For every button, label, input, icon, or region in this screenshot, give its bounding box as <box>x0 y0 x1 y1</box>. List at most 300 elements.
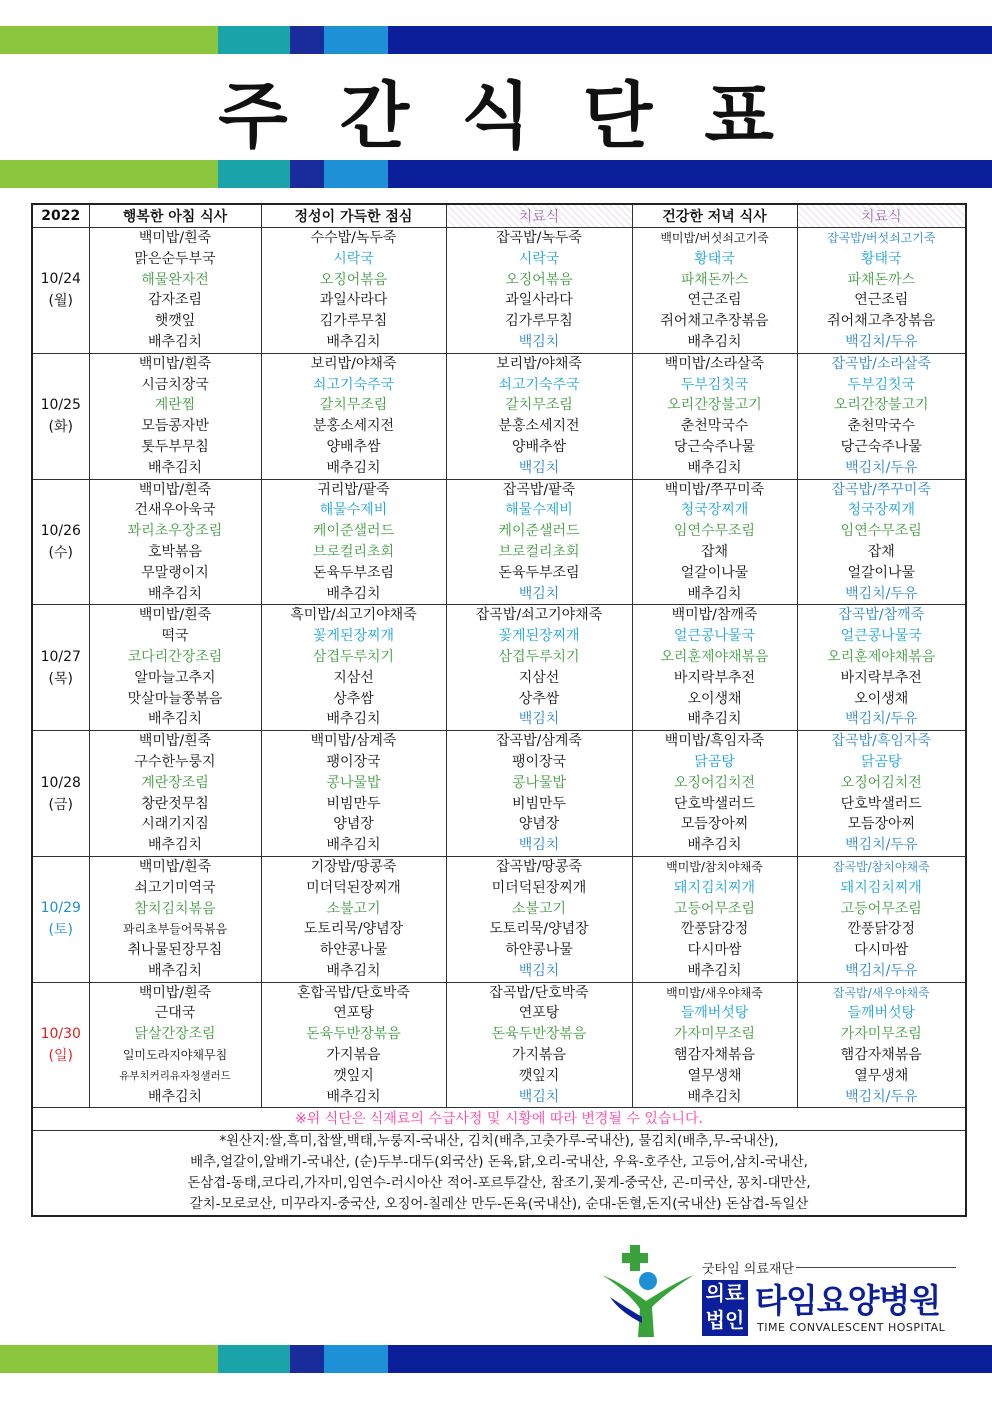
date-cell <box>32 731 89 857</box>
menu-item: 잡곡밥/흑임자죽 <box>831 733 931 750</box>
menu-item: 잡곡밥/팥죽 <box>502 481 576 498</box>
menu-item: 가자미무조림 <box>673 1026 756 1043</box>
menu-item: 꽃게된장찌개 <box>312 628 395 645</box>
menu-item: 바지락부추전 <box>673 669 756 686</box>
menu-item: 파채돈까스 <box>847 271 916 288</box>
date-label: 10/30 <box>40 1026 81 1043</box>
menu-item: 돼지김치찌개 <box>673 879 756 896</box>
meal-cell <box>632 605 797 731</box>
date-label: 10/29 <box>40 900 81 917</box>
menu-item: 백김치/두유 <box>845 333 918 350</box>
block-line: 법인 <box>705 1308 745 1332</box>
menu-change-notice: ※위 식단은 식재료의 수급사정 및 시황에 따라 변경될 수 있습니다. <box>32 1108 966 1131</box>
meal-cell <box>797 353 966 479</box>
menu-item: 도토리묵/양념장 <box>303 921 404 938</box>
menu-item: 백김치 <box>518 585 560 602</box>
menu-item: 귀리밥/팥죽 <box>317 481 390 498</box>
menu-item: 유부치커리유자청샐러드 <box>119 1069 231 1082</box>
menu-item: 배추김치 <box>326 837 381 854</box>
menu-item: 백미밥/흰죽 <box>138 984 212 1001</box>
menu-item: 삼겹두루치기 <box>312 648 395 665</box>
header-lunch: 정성이 가득한 점심 <box>261 204 446 228</box>
meal-cell <box>446 228 632 354</box>
date-cell <box>32 605 89 731</box>
menu-item: 소불고기 <box>326 900 381 917</box>
date-cell <box>32 856 89 982</box>
menu-item: 황태국 <box>860 250 902 267</box>
menu-item: 임연수무조림 <box>840 523 922 540</box>
menu-item: 흑미밥/쇠고기야채죽 <box>290 607 417 624</box>
menu-item: 콩나물밥 <box>326 774 381 791</box>
menu-item: 백김치 <box>518 1088 560 1105</box>
meal-cell <box>261 731 446 857</box>
logo-divider <box>796 1267 956 1268</box>
menu-item: 깻잎지 <box>518 1067 560 1084</box>
menu-item: 오리훈제야채볶음 <box>827 648 936 665</box>
menu-item: 춘천막국수 <box>847 418 916 435</box>
meal-cell <box>446 605 632 731</box>
menu-item: 백김치/두유 <box>845 1088 918 1105</box>
menu-item: 당근숙주나물 <box>673 438 756 455</box>
origin-line: 갈치-모로코산, 미꾸라지-중국산, 오징어-칠레산 만두-돈육(국내산), 순대-돈혈,돈지(국내산) 돈삼겹-독일산 <box>189 1197 809 1213</box>
meal-cell <box>89 353 261 479</box>
menu-item: 햄감자채볶음 <box>840 1047 922 1064</box>
menu-item: 당근숙주나물 <box>840 438 922 455</box>
menu-item: 가자미무조림 <box>840 1026 922 1043</box>
menu-item: 열무생채 <box>687 1067 742 1084</box>
meal-cell <box>632 856 797 982</box>
meal-cell <box>89 479 261 605</box>
menu-item: 잡곡밥/삼계죽 <box>496 733 582 750</box>
date-label: 10/24 <box>40 271 81 288</box>
menu-item: 일미도라지야채무침 <box>122 1048 228 1063</box>
menu-item: 파채돈까스 <box>680 271 749 288</box>
menu-item: 분홍소세지전 <box>498 418 580 435</box>
date-cell <box>32 353 89 479</box>
menu-item: 감자조림 <box>147 292 203 309</box>
menu-item: 오리간장불고기 <box>833 397 929 414</box>
menu-item: 시락국 <box>518 250 560 267</box>
meal-cell <box>261 982 446 1108</box>
menu-item: 해물완자전 <box>141 271 209 288</box>
meal-cell <box>89 731 261 857</box>
menu-item: 지삼선 <box>333 669 374 686</box>
origin-line: *원산지:쌀,흑미,찹쌀,백태,누룽지-국내산, 김치(배추,고춧가루-국내산), 물김치(배추,무-국내산), <box>219 1134 779 1150</box>
menu-item: 건새우아욱국 <box>134 502 216 519</box>
weekly-menu-table <box>31 203 967 1217</box>
date-cell <box>32 982 89 1108</box>
menu-item: 배추김치 <box>687 333 742 350</box>
menu-item: 얼갈이나물 <box>680 564 749 581</box>
menu-item: 꽃게된장찌개 <box>498 628 580 645</box>
menu-item: 삼겹두루치기 <box>498 648 580 665</box>
menu-item: 취나물된장무침 <box>127 942 223 959</box>
menu-item: 백김치 <box>518 333 560 350</box>
menu-item: 맛살마늘쫑볶음 <box>127 690 223 707</box>
menu-item: 떡국 <box>161 628 189 645</box>
menu-item: 연근조림 <box>687 292 742 309</box>
menu-item: 잡곡밥/단호박죽 <box>489 984 589 1001</box>
menu-item: 배추김치 <box>147 459 203 476</box>
meal-cell <box>797 856 966 982</box>
menu-item: 케이준샐러드 <box>498 523 580 540</box>
menu-item: 백김치/두유 <box>845 711 918 728</box>
menu-item: 오징어볶음 <box>505 271 573 288</box>
day-row <box>32 479 966 605</box>
meal-cell <box>89 228 261 354</box>
menu-item: 하얀콩나물 <box>319 942 388 959</box>
meal-cell <box>797 228 966 354</box>
meal-cell <box>632 228 797 354</box>
menu-item: 지삼선 <box>518 669 560 686</box>
menu-item: 잡곡밥/버섯쇠고기죽 <box>827 231 936 245</box>
menu-item: 갈치무조림 <box>505 397 573 414</box>
hospital-logo <box>598 1245 958 1340</box>
meal-cell <box>89 856 261 982</box>
menu-item: 배추김치 <box>687 962 742 979</box>
menu-item: 닭살간장조림 <box>134 1026 216 1043</box>
menu-item: 수수밥/녹두죽 <box>310 230 397 246</box>
menu-item: 잡곡밥/쭈꾸미죽 <box>831 481 931 498</box>
menu-item: 연근조림 <box>854 292 909 309</box>
origin-line: 배추,얼갈이,알배기-국내산, (순)두부-대두(외국산) 돈육,닭,오리-국내산, 우육-호주산, 고등어,삼치-국내산, <box>190 1155 808 1171</box>
menu-item: 꽈리초우장조림 <box>127 523 223 540</box>
menu-item: 꽈리초부들어묵볶음 <box>122 922 228 937</box>
block-line: 의료 <box>705 1281 745 1305</box>
menu-item: 돈육두부조림 <box>498 564 580 581</box>
menu-item: 잡채 <box>867 543 895 560</box>
menu-item: 백미밥/소라살죽 <box>664 355 765 372</box>
menu-item: 오리간장불고기 <box>667 397 762 414</box>
menu-item: 맑은순두부국 <box>134 250 216 267</box>
meal-cell <box>632 353 797 479</box>
meal-cell <box>797 605 966 731</box>
menu-item: 가지볶음 <box>326 1047 381 1064</box>
menu-item: 잡곡밥/소라살죽 <box>831 355 931 372</box>
menu-item: 백미밥/버섯쇠고기죽 <box>660 231 769 245</box>
menu-item: 황태국 <box>694 250 735 267</box>
menu-item: 백김치 <box>518 459 560 476</box>
menu-item: 알마늘고추지 <box>134 669 216 686</box>
menu-item: 백미밥/참치야채죽 <box>666 859 763 874</box>
menu-item: 연포탕 <box>518 1005 560 1022</box>
meal-cell <box>261 228 446 354</box>
menu-item: 양념장 <box>518 816 560 833</box>
menu-item: 임연수무조림 <box>673 523 756 540</box>
menu-item: 들깨버섯탕 <box>680 1005 749 1022</box>
menu-item: 고등어무조림 <box>673 900 756 917</box>
menu-item: 잡곡밥/땅콩죽 <box>496 858 582 875</box>
menu-item: 들깨버섯탕 <box>847 1005 916 1022</box>
menu-item: 근대국 <box>154 1005 196 1022</box>
menu-item: 잡채 <box>700 543 729 560</box>
weekday-label: (화) <box>48 419 73 436</box>
menu-item: 창란젓무침 <box>141 795 209 812</box>
menu-item: 잡곡밥/녹두죽 <box>496 230 582 246</box>
menu-item: 과일사라다 <box>319 292 388 309</box>
menu-item: 백김치 <box>518 837 560 854</box>
meal-cell <box>446 731 632 857</box>
menu-item: 햇깻잎 <box>154 313 196 330</box>
menu-item: 배추김치 <box>326 585 381 602</box>
menu-item: 쇠고기숙주국 <box>498 376 580 393</box>
menu-item: 갈치무조림 <box>319 397 388 414</box>
menu-item: 배추김치 <box>147 962 203 979</box>
day-row <box>32 856 966 982</box>
header-year: 2022 <box>32 204 89 228</box>
menu-item: 배추김치 <box>326 333 381 350</box>
menu-item: 보리밥/야채죽 <box>310 355 397 372</box>
weekday-label: (금) <box>48 796 73 813</box>
hospital-name: 타임요양병원 <box>755 1281 941 1320</box>
menu-item: 쥐어채고추장볶음 <box>660 313 769 330</box>
menu-item: 배추김치 <box>687 585 742 602</box>
menu-item: 배추김치 <box>687 711 742 728</box>
menu-item: 배추김치 <box>326 962 381 979</box>
menu-item: 기장밥/땅콩죽 <box>310 858 397 875</box>
date-label: 10/27 <box>40 648 81 665</box>
menu-item: 보리밥/야채죽 <box>496 355 582 372</box>
menu-item: 단호박샐러드 <box>673 795 756 812</box>
menu-item: 백미밥/흰죽 <box>138 858 212 875</box>
menu-item: 상추쌈 <box>518 690 560 707</box>
menu-item: 백미밥/흰죽 <box>138 733 212 750</box>
menu-item: 양배추쌈 <box>511 438 567 455</box>
menu-item: 배추김치 <box>147 837 203 854</box>
menu-item: 해물수제비 <box>319 502 388 519</box>
medical-corporation-block <box>702 1280 748 1336</box>
menu-item: 미더덕된장찌개 <box>306 879 401 896</box>
date-label: 10/26 <box>40 522 81 539</box>
person-with-cross-logo-icon <box>598 1245 698 1340</box>
menu-item: 백김치 <box>518 962 560 979</box>
meal-cell <box>261 856 446 982</box>
menu-item: 구수한누룽지 <box>134 753 216 770</box>
menu-item: 백김치/두유 <box>845 459 918 476</box>
menu-item: 닭곰탕 <box>860 753 902 770</box>
menu-item: 브로컬리초회 <box>498 543 580 560</box>
menu-item: 돼지김치찌개 <box>840 879 922 896</box>
menu-item: 얼갈이나물 <box>847 564 916 581</box>
menu-item: 혼합곡밥/단호박죽 <box>297 984 410 1001</box>
menu-item: 얼큰콩나물국 <box>840 628 922 645</box>
page-title: 주간식단표 <box>218 74 826 158</box>
menu-item: 배추김치 <box>326 459 381 476</box>
menu-item: 팽이장국 <box>326 753 381 770</box>
top-color-stripe <box>0 26 992 54</box>
menu-item: 브로컬리초회 <box>312 543 395 560</box>
header-row <box>32 204 966 228</box>
menu-item: 미더덕된장찌개 <box>491 879 587 896</box>
meal-cell <box>797 479 966 605</box>
menu-item: 백김치/두유 <box>845 585 918 602</box>
menu-item: 두부김칫국 <box>680 376 749 393</box>
meal-cell <box>446 982 632 1108</box>
date-cell <box>32 479 89 605</box>
menu-item: 백미밥/흰죽 <box>138 607 212 624</box>
menu-item: 오징어볶음 <box>319 271 388 288</box>
menu-item: 과일사라다 <box>505 292 573 309</box>
menu-item: 김가루무침 <box>505 313 573 330</box>
menu-item: 오리훈제야채볶음 <box>660 648 769 665</box>
meal-cell <box>797 982 966 1108</box>
menu-item: 계란찜 <box>154 397 196 414</box>
weekday-label: (일) <box>48 1048 73 1065</box>
menu-item: 시래기지짐 <box>141 816 209 833</box>
weekday-label: (수) <box>48 544 73 561</box>
menu-item: 돈육두반장볶음 <box>306 1026 401 1043</box>
menu-item: 깐풍닭강정 <box>680 921 749 938</box>
menu-item: 시금치장국 <box>141 376 209 393</box>
hospital-english-name: TIME CONVALESCENT HOSPITAL <box>757 1321 946 1334</box>
menu-item: 백미밥/흰죽 <box>138 355 212 372</box>
weekday-label: (월) <box>48 293 73 310</box>
menu-item: 해물수제비 <box>505 502 573 519</box>
header-dinner: 건강한 저녁 식사 <box>632 204 797 228</box>
menu-item: 잡곡밥/새우야채죽 <box>832 985 930 1000</box>
menu-item: 오이생채 <box>687 690 742 707</box>
menu-item: 다시마쌈 <box>854 942 909 959</box>
header-dinner-diet: 치료식 <box>797 204 966 228</box>
menu-item: 배추김치 <box>147 1088 203 1105</box>
menu-item: 코다리간장조림 <box>127 648 223 665</box>
day-row <box>32 731 966 857</box>
menu-item: 백김치 <box>518 711 560 728</box>
meal-cell <box>632 479 797 605</box>
menu-item: 돈육두반장볶음 <box>491 1026 587 1043</box>
header-lunch-diet: 치료식 <box>446 204 632 228</box>
menu-item: 참치김치볶음 <box>134 900 216 917</box>
menu-item: 연포탕 <box>333 1005 374 1022</box>
menu-item: 배추김치 <box>687 837 742 854</box>
menu-item: 청국장찌개 <box>680 502 749 519</box>
menu-item: 잡곡밥/쇠고기야채죽 <box>475 607 603 624</box>
menu-item: 배추김치 <box>326 711 381 728</box>
day-row <box>32 982 966 1108</box>
menu-item: 다시마쌈 <box>687 942 742 959</box>
menu-item: 톳두부무침 <box>141 438 209 455</box>
menu-item: 모듬장아찌 <box>680 816 749 833</box>
date-cell <box>32 228 89 354</box>
menu-item: 계란장조림 <box>141 774 209 791</box>
menu-item: 김가루무침 <box>319 313 388 330</box>
menu-item: 모듬콩자반 <box>141 418 209 435</box>
origin-info <box>32 1131 966 1217</box>
menu-item: 바지락부추전 <box>840 669 922 686</box>
meal-cell <box>261 605 446 731</box>
menu-item: 비빔만두 <box>326 795 381 812</box>
menu-item: 배추김치 <box>687 459 742 476</box>
menu-item: 비빔만두 <box>511 795 567 812</box>
menu-item: 얼큰콩나물국 <box>673 628 756 645</box>
meal-cell <box>261 353 446 479</box>
menu-item: 백미밥/새우야채죽 <box>666 985 763 1000</box>
menu-item: 상추쌈 <box>333 690 374 707</box>
menu-item: 두부김칫국 <box>847 376 916 393</box>
meal-cell <box>446 479 632 605</box>
menu-item: 소불고기 <box>511 900 567 917</box>
menu-item: 쇠고기숙주국 <box>312 376 395 393</box>
menu-item: 시락국 <box>333 250 374 267</box>
date-label: 10/25 <box>40 397 81 414</box>
weekday-label: (토) <box>48 922 73 939</box>
menu-item: 팽이장국 <box>511 753 567 770</box>
menu-item: 쥐어채고추장볶음 <box>827 313 936 330</box>
menu-item: 잡곡밥/참치야채죽 <box>832 859 930 874</box>
menu-item: 호박볶음 <box>147 543 203 560</box>
menu-item: 모듬장아찌 <box>847 816 916 833</box>
weekday-label: (목) <box>48 670 73 687</box>
menu-item: 오징어김치전 <box>840 774 922 791</box>
meal-cell <box>797 731 966 857</box>
mid-color-stripe <box>0 160 992 188</box>
menu-item: 춘천막국수 <box>680 418 749 435</box>
menu-item: 하얀콩나물 <box>505 942 573 959</box>
day-row <box>32 353 966 479</box>
menu-item: 오이생채 <box>854 690 909 707</box>
menu-item: 도토리묵/양념장 <box>489 921 589 938</box>
meal-cell <box>632 982 797 1108</box>
menu-item: 콩나물밥 <box>511 774 567 791</box>
meal-cell <box>89 605 261 731</box>
origin-line: 돈삼겹-동태,코다리,가자미,임연수-러시아산 적어-포르투갈산, 참조기,꽃게-중국산, 곤-미국산, 꽁치-대만산, <box>187 1176 811 1192</box>
menu-item: 깐풍닭강정 <box>847 921 916 938</box>
meal-cell <box>261 479 446 605</box>
meal-cell <box>632 731 797 857</box>
day-row <box>32 605 966 731</box>
header-breakfast: 행복한 아침 식사 <box>89 204 261 228</box>
menu-item: 케이준샐러드 <box>312 523 395 540</box>
menu-item: 백미밥/삼계죽 <box>310 733 397 750</box>
menu-item: 청국장찌개 <box>847 502 916 519</box>
menu-item: 단호박샐러드 <box>840 795 922 812</box>
menu-item: 닭곰탕 <box>694 753 735 770</box>
menu-item: 열무생채 <box>854 1067 909 1084</box>
meal-cell <box>89 982 261 1108</box>
menu-item: 배추김치 <box>147 585 203 602</box>
menu-item: 배추김치 <box>147 711 203 728</box>
menu-item: 배추김치 <box>147 333 203 350</box>
menu-item: 깻잎지 <box>333 1067 374 1084</box>
date-label: 10/28 <box>40 774 81 791</box>
menu-item: 백미밥/참깨죽 <box>671 607 758 624</box>
menu-item: 백김치/두유 <box>845 837 918 854</box>
menu-item: 양념장 <box>333 816 374 833</box>
menu-item: 오징어김치전 <box>673 774 756 791</box>
foundation-name: 굿타임 의료재단 <box>702 1262 795 1277</box>
menu-item: 백미밥/쭈꾸미죽 <box>664 481 765 498</box>
menu-item: 무말랭이지 <box>141 564 209 581</box>
menu-item: 분홍소세지전 <box>312 418 395 435</box>
menu-item: 배추김치 <box>687 1088 742 1105</box>
menu-item: 백미밥/흰죽 <box>138 230 212 246</box>
menu-item: 백미밥/흰죽 <box>138 481 212 498</box>
menu-item: 쇠고기미역국 <box>134 879 216 896</box>
menu-item: 잡곡밥/참깨죽 <box>838 607 925 624</box>
menu-item: 고등어무조림 <box>840 900 922 917</box>
menu-item: 배추김치 <box>326 1088 381 1105</box>
meal-cell <box>446 856 632 982</box>
bottom-color-stripe <box>0 1345 992 1373</box>
day-row <box>32 228 966 354</box>
menu-item: 백미밥/흑임자죽 <box>664 733 765 750</box>
menu-item: 양배추쌈 <box>326 438 381 455</box>
menu-item: 돈육두부조림 <box>312 564 395 581</box>
meal-cell <box>446 353 632 479</box>
menu-item: 햄감자채볶음 <box>673 1047 756 1064</box>
menu-item: 가지볶음 <box>511 1047 567 1064</box>
menu-item: 백김치/두유 <box>845 962 918 979</box>
